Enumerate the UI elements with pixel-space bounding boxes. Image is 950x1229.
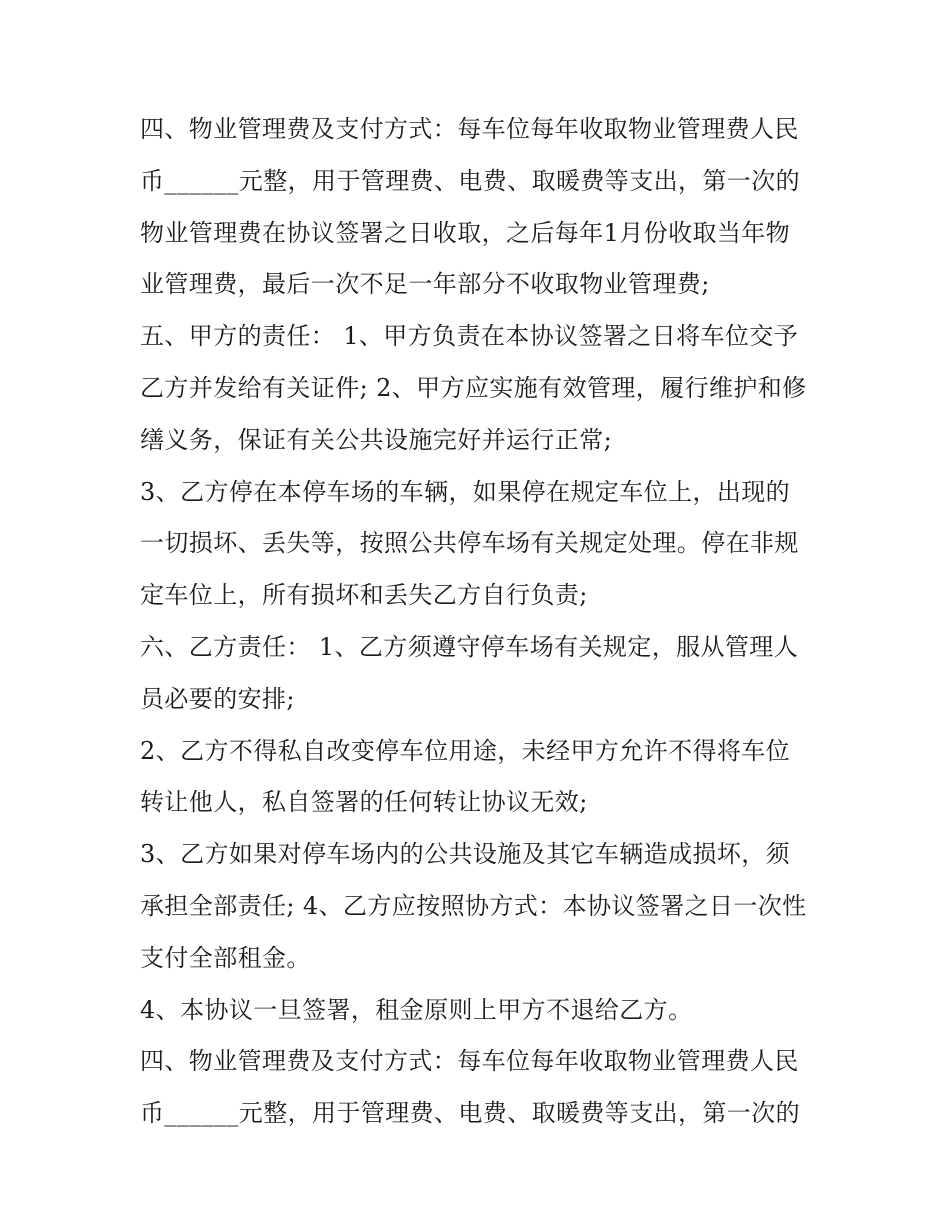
text-line: 四、物业管理费及支付方式：每车位每年收取物业管理费人民	[140, 1047, 799, 1076]
text-line: 币______元整，用于管理费、电费、取暖费等支出，第一次的	[140, 1099, 800, 1128]
text-line: 2、乙方不得私自改变停车位用途，未经甲方允许不得将车位	[140, 736, 791, 765]
text-line: 缮义务，保证有关公共设施完好并运行正常;	[140, 425, 613, 454]
text-line: 4、本协议一旦签署，租金原则上甲方不退给乙方。	[140, 995, 693, 1024]
text-line: 六、乙方责任： 1、乙方须遵守停车场有关规定，服从管理人	[140, 632, 799, 661]
document-body	[140, 104, 820, 1140]
text-line: 乙方并发给有关证件; 2、甲方应实施有效管理，履行维护和修	[140, 373, 807, 402]
text-line: 一切损坏、丢失等，按照公共停车场有关规定处理。停在非规	[140, 529, 799, 558]
text-line: 定车位上，所有损坏和丢失乙方自行负责;	[140, 581, 588, 610]
text-line: 承担全部责任; 4、乙方应按照协方式：本协议签署之日一次性	[140, 891, 807, 920]
text-line: 币______元整，用于管理费、电费、取暖费等支出，第一次的	[140, 166, 800, 195]
text-line: 3、乙方如果对停车场内的公共设施及其它车辆造成损坏，须	[140, 840, 791, 869]
text-line: 五、甲方的责任： 1、甲方负责在本协议签署之日将车位交予	[140, 322, 799, 351]
text-line: 转让他人，私自签署的任何转让协议无效;	[140, 788, 588, 817]
text-line: 员必要的安排;	[140, 684, 295, 713]
text-line: 四、物业管理费及支付方式：每车位每年收取物业管理费人民	[140, 115, 799, 143]
text-line: 支付全部租金。	[140, 943, 311, 972]
text-line: 业管理费，最后一次不足一年部分不收取物业管理费;	[140, 270, 710, 299]
text-line: 3、乙方停在本停车场的车辆，如果停在规定车位上，出现的	[140, 477, 791, 506]
text-line: 物业管理费在协议签署之日收取，之后每年1月份收取当年物	[140, 218, 791, 247]
